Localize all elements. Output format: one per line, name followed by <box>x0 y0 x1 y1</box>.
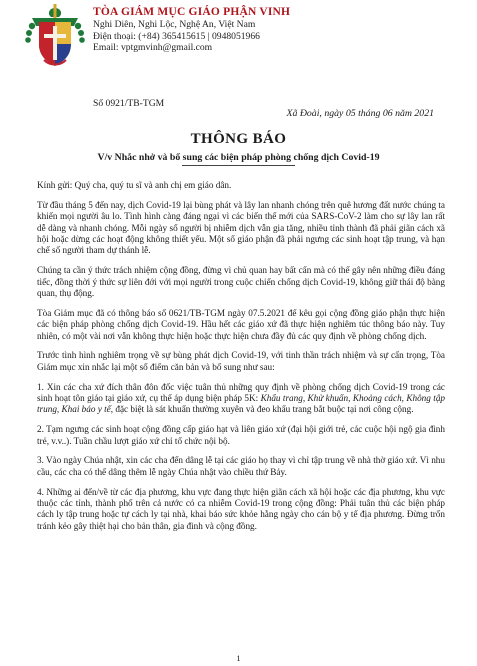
list-item-1-text-end: , đặc biệt là sát khuẩn thường xuyên và đeo khẩu trang bắt buộc tại nơi công cộng. <box>110 404 414 415</box>
list-item-1 <box>37 382 445 416</box>
letterhead <box>93 5 393 54</box>
organization-name: TÒA GIÁM MỤC GIÁO PHẬN VINH <box>93 6 291 18</box>
paragraph-4: Trước tình hình nghiêm trọng về sự bùng phát dịch Covid-19, với tinh thần trách nhiệm và sự cẩn trọng, Tòa Giám mục xin nhắc lại một số điểm căn bản và bổ sung như sau: <box>37 350 445 372</box>
organization-address: Nghi Diên, Nghi Lộc, Nghệ An, Việt Nam <box>93 19 256 30</box>
organization-email: Email: vptgmvinh@gmail.com <box>93 42 213 53</box>
diocese-coat-of-arms-logo <box>24 4 86 70</box>
paragraph-3: Tòa Giám mục đã có thông báo số 0621/TB-TGM ngày 07.5.2021 để kêu gọi cộng đồng giáo phận thực hiện các biện pháp phòng chống dịch Covid-19. Hầu hết các giáo xứ đã thực hiện nghiêm túc thông báo này. Tuy nhiên, có một vài nơi vẫn không thực hiện hoặc thực hiện chưa đầy đủ các quy định về phòng chống dịch. <box>37 307 445 341</box>
document-title: THÔNG BÁO <box>190 131 287 147</box>
paragraph-2: Chúng ta cần ý thức trách nhiệm cộng đồng, đừng vì chủ quan hay bất cẩn mà có thể gây nên những điều đáng tiếc, đồng thời ý thức sự liên đới với mọi người trong cuộc chiến chống dịch Covid-19, không giữ thái độ bàng quan, thụ động. <box>37 265 445 299</box>
title-divider <box>182 165 295 166</box>
list-item-4: 4. Những ai đến/về từ các địa phương, khu vực đang thực hiện giãn cách xã hội hoặc các địa phương, khu vực thuộc các tỉnh, thành phố trên cả nước có ca nhiễm Covid-19 trong cộng đồng: Phải tuân thủ các biện pháp cách ly tập trung hoặc tự cách ly tại nhà, khai báo sức khỏe hằng ngày cho cán bộ y tế địa phương. Đừng trốn tránh kẻo gây thiệt hại cho bản thân, gia đình và cộng đồng. <box>37 486 445 531</box>
list-item-2: 2. Tạm ngưng các sinh hoạt cộng đồng cấp giáo hạt và liên giáo xứ (đại hội giới trẻ, các cuộc hội ngộ gia đình trẻ, v.v..). Tuần chầu lượt giáo xứ chỉ tổ chức nội bộ. <box>37 424 445 446</box>
list-item-1-text: 1. Xin các cha xứ đích thân đôn đốc việc tuân thủ những quy định về phòng chống dịch Covid-19 trong các sinh hoạt tôn giáo tại giáo xứ, cụ thể áp dụng biện pháp 5K: <box>37 381 445 404</box>
list-item-3: 3. Vào ngày Chúa nhật, xin các cha đến dâng lễ tại các giáo họ thay vì chỉ tập trung về nhà thờ giáo xứ. Vì nhu cầu, các cha có thể dâng thêm lễ ngày Chúa nhật vào chiều thứ Bảy. <box>37 455 445 477</box>
document-date: Xã Đoài, ngày 05 tháng 06 năm 2021 <box>286 108 434 119</box>
document-body <box>37 180 445 541</box>
document-subtitle: V/v Nhắc nhở và bổ sung các biện pháp phòng chống dịch Covid-19 <box>97 152 380 163</box>
organization-phone: Điện thoại: (+84) 365415615 | 0948051966 <box>93 30 260 42</box>
page-number: 1 <box>236 653 241 663</box>
document-number: Số 0921/TB-TGM <box>93 98 165 109</box>
greeting: Kính gửi: Quý cha, quý tu sĩ và anh chị em giáo dân. <box>37 180 232 190</box>
list-item-1-5k-measures: Khẩu trang, Khử khuẩn, Khoảng cách, Không tập trung, Khai báo y tế <box>37 393 446 415</box>
paragraph-1: Từ đầu tháng 5 đến nay, dịch Covid-19 lại bùng phát và lây lan nhanh chóng trên quê hương đất nước chúng ta khiến mọi người âu lo. Tình hình càng đáng ngại vì các biến thể mới của SARS-CoV-2 làm cho sự lây lan rất dễ dàng và nhanh chóng. Mỗi ngày số người bị nhiễm dịch vẫn gia tăng, nhiều tỉnh thành đã phải giãn cách xã hội hoặc dừng các hoạt động không thiết yếu. Một số giáo phận đã phải ngưng các sinh hoạt tập trung, và hạn chế số người tham dự thánh lễ. <box>37 199 445 256</box>
